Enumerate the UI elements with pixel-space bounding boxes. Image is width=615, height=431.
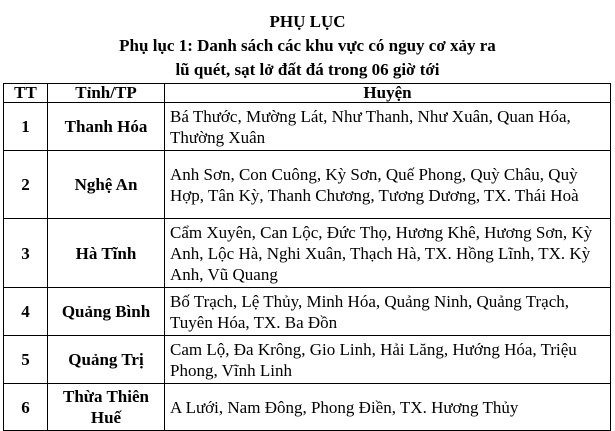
province-name: Thừa Thiên Huế xyxy=(48,384,165,431)
row-number: 6 xyxy=(4,384,48,431)
row-number: 3 xyxy=(4,219,48,288)
appendix-subtitle-line-2: lũ quét, sạt lở đất đá trong 06 giờ tới xyxy=(175,60,440,79)
district-list: Bá Thước, Mường Lát, Như Thanh, Như Xuân, Quan Hóa, Thường Xuân xyxy=(165,103,611,151)
risk-area-table xyxy=(3,83,611,431)
province-name: Nghệ An xyxy=(48,151,165,219)
district-list: Anh Sơn, Con Cuông, Kỳ Sơn, Quế Phong, Quỳ Châu, Quỳ Hợp, Tân Kỳ, Thanh Chương, Tương Dương, TX. Thái Hoà xyxy=(165,151,611,219)
row-number: 2 xyxy=(4,151,48,219)
column-header-province: Tỉnh/TP xyxy=(48,84,165,103)
province-name: Quảng Trị xyxy=(48,336,165,384)
district-list: A Lưới, Nam Đông, Phong Điền, TX. Hương Thủy xyxy=(165,384,611,431)
province-name: Hà Tĩnh xyxy=(48,219,165,288)
column-header-district: Huyện xyxy=(165,84,611,103)
table-row xyxy=(4,103,611,151)
table-row xyxy=(4,219,611,288)
province-name: Thanh Hóa xyxy=(48,103,165,151)
table-row xyxy=(4,151,611,219)
row-number: 1 xyxy=(4,103,48,151)
table-row xyxy=(4,384,611,431)
table-header-row xyxy=(4,84,611,103)
appendix-subtitle-line-1: Phụ lục 1: Danh sách các khu vực có nguy cơ xảy ra xyxy=(119,36,496,55)
table-row xyxy=(4,336,611,384)
row-number: 4 xyxy=(4,288,48,336)
province-name: Quảng Bình xyxy=(48,288,165,336)
page-title: PHỤ LỤC xyxy=(269,12,346,31)
column-header-tt: TT xyxy=(4,84,48,103)
table-row xyxy=(4,288,611,336)
district-list: Cam Lộ, Đa Krông, Gio Linh, Hải Lăng, Hướng Hóa, Triệu Phong, Vĩnh Linh xyxy=(165,336,611,384)
row-number: 5 xyxy=(4,336,48,384)
district-list: Bố Trạch, Lệ Thủy, Minh Hóa, Quảng Ninh, Quảng Trạch, Tuyên Hóa, TX. Ba Đồn xyxy=(165,288,611,336)
district-list: Cẩm Xuyên, Can Lộc, Đức Thọ, Hương Khê, Hương Sơn, Kỳ Anh, Lộc Hà, Nghi Xuân, Thạch Hà, TX. Hồng Lĩnh, TX. Kỳ Anh, Vũ Quang xyxy=(165,219,611,288)
